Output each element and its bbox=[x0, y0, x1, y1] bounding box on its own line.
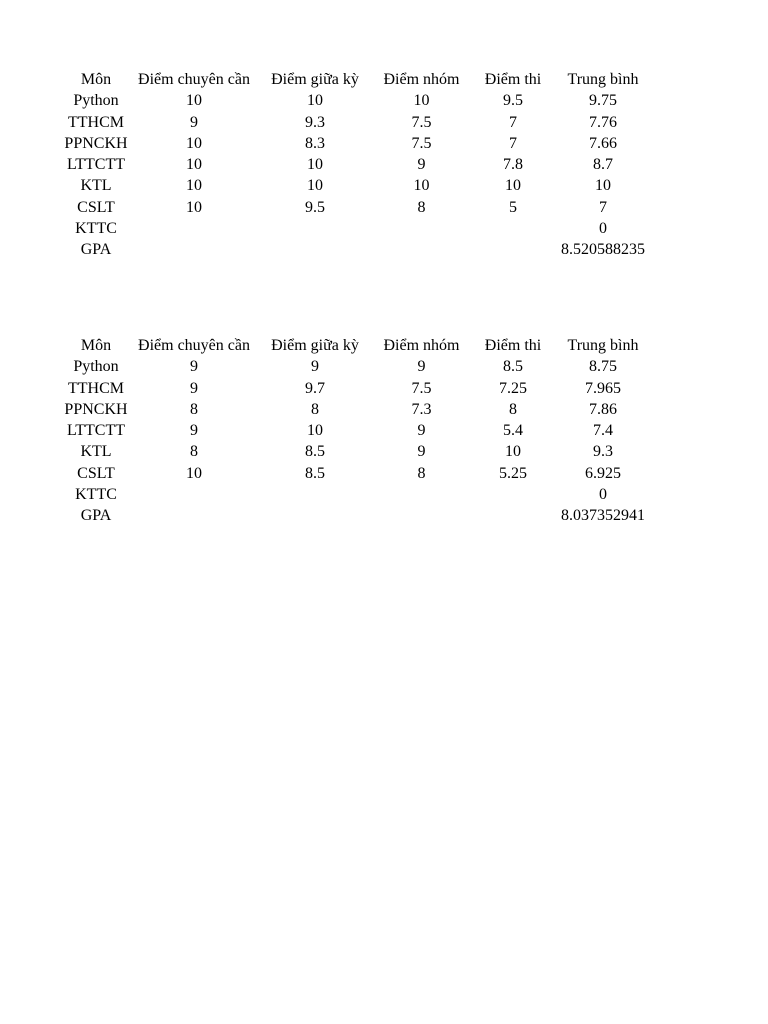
cell-exam-score: 7.8 bbox=[503, 156, 523, 174]
column-header-midterm-score: Điểm giữa kỳ bbox=[271, 71, 359, 88]
cell-group-score bbox=[378, 218, 465, 239]
cell-exam-score: 5.25 bbox=[499, 464, 527, 482]
cell-exam-score: 8 bbox=[509, 400, 517, 418]
cell-group-score bbox=[378, 239, 465, 260]
cell-exam-score: 5 bbox=[509, 198, 517, 216]
grade-table-2 bbox=[56, 335, 645, 527]
cell-subject: TTHCM bbox=[68, 113, 124, 131]
cell-attendance-score bbox=[136, 218, 252, 239]
cell-midterm-score: 10 bbox=[307, 422, 323, 440]
cell-average-score: 7.86 bbox=[589, 400, 617, 418]
cell-average-score: 8.75 bbox=[589, 358, 617, 376]
cell-average-score: 9.75 bbox=[589, 92, 617, 110]
cell-average-score: 8.7 bbox=[593, 156, 613, 174]
cell-attendance-score: 9 bbox=[190, 358, 198, 376]
cell-subject: Python bbox=[73, 358, 119, 376]
cell-average-score: 0 bbox=[599, 486, 607, 504]
grade-table-1 bbox=[56, 69, 645, 261]
cell-midterm-score: 10 bbox=[307, 156, 323, 174]
column-header-average-score: Trung bình bbox=[567, 71, 639, 88]
cell-subject: GPA bbox=[80, 507, 112, 525]
header-row bbox=[56, 335, 645, 356]
cell-exam-score: 10 bbox=[505, 443, 521, 461]
cell-midterm-score bbox=[252, 505, 378, 526]
cell-group-score: 7.3 bbox=[411, 400, 432, 418]
cell-exam-score: 10 bbox=[505, 177, 521, 195]
cell-subject: KTTC bbox=[75, 486, 117, 504]
cell-subject: LTTCTT bbox=[66, 156, 126, 174]
column-header-average-score: Trung bình bbox=[567, 337, 639, 354]
cell-group-score: 10 bbox=[413, 92, 430, 110]
table-row bbox=[56, 378, 645, 399]
cell-average-score: 8.520588235 bbox=[561, 241, 645, 259]
cell-group-score: 7.5 bbox=[411, 113, 432, 131]
cell-average-score: 7.4 bbox=[593, 422, 613, 440]
grade-table-body bbox=[56, 335, 645, 527]
cell-midterm-score: 9.5 bbox=[305, 198, 325, 216]
cell-attendance-score: 10 bbox=[186, 198, 202, 216]
cell-group-score: 7.5 bbox=[411, 379, 432, 397]
cell-average-score: 0 bbox=[599, 220, 607, 238]
cell-exam-score bbox=[465, 239, 561, 260]
column-header-group-score: Điểm nhóm bbox=[383, 337, 460, 354]
cell-subject: LTTCTT bbox=[66, 422, 126, 440]
cell-attendance-score: 10 bbox=[186, 92, 202, 110]
cell-exam-score bbox=[465, 218, 561, 239]
column-header-attendance-score: Điểm chuyên cần bbox=[138, 71, 250, 88]
column-header-exam-score: Điểm thi bbox=[484, 337, 542, 354]
cell-subject: PPNCKH bbox=[64, 400, 128, 418]
table-row bbox=[56, 90, 645, 111]
table-row bbox=[56, 218, 645, 239]
cell-exam-score: 8.5 bbox=[503, 358, 523, 376]
cell-midterm-score bbox=[252, 218, 378, 239]
cell-subject: GPA bbox=[80, 241, 112, 259]
table-row bbox=[56, 239, 645, 260]
cell-attendance-score bbox=[136, 505, 252, 526]
cell-exam-score: 5.4 bbox=[503, 422, 523, 440]
cell-group-score: 10 bbox=[413, 177, 430, 195]
column-header-attendance-score: Điểm chuyên cần bbox=[138, 337, 250, 354]
cell-average-score: 6.925 bbox=[585, 464, 621, 482]
cell-average-score: 8.037352941 bbox=[561, 507, 645, 525]
table-row bbox=[56, 420, 645, 441]
cell-exam-score: 7 bbox=[509, 113, 517, 131]
column-header-subject: Môn bbox=[80, 337, 112, 354]
cell-subject: Python bbox=[73, 92, 119, 110]
cell-average-score: 7.965 bbox=[585, 379, 621, 397]
cell-exam-score: 7.25 bbox=[499, 379, 527, 397]
cell-attendance-score: 9 bbox=[190, 422, 198, 440]
cell-group-score: 9 bbox=[417, 422, 426, 440]
cell-attendance-score: 9 bbox=[190, 113, 198, 131]
table-row bbox=[56, 356, 645, 377]
cell-average-score: 7 bbox=[599, 198, 607, 216]
cell-exam-score bbox=[465, 505, 561, 526]
cell-midterm-score: 8 bbox=[311, 400, 319, 418]
table-row bbox=[56, 484, 645, 505]
cell-attendance-score: 8 bbox=[190, 400, 198, 418]
cell-subject: CSLT bbox=[77, 464, 115, 482]
cell-midterm-score bbox=[252, 484, 378, 505]
cell-group-score: 8 bbox=[417, 464, 426, 482]
cell-subject: KTL bbox=[80, 443, 112, 461]
grade-table-body bbox=[56, 69, 645, 261]
cell-average-score: 10 bbox=[595, 177, 611, 195]
cell-attendance-score bbox=[136, 484, 252, 505]
table-row bbox=[56, 175, 645, 196]
cell-subject: KTTC bbox=[75, 220, 117, 238]
cell-midterm-score: 10 bbox=[307, 177, 323, 195]
column-header-exam-score: Điểm thi bbox=[484, 71, 542, 88]
cell-attendance-score: 8 bbox=[190, 443, 198, 461]
cell-average-score: 7.66 bbox=[589, 134, 617, 152]
cell-midterm-score: 10 bbox=[307, 92, 323, 110]
table-row bbox=[56, 505, 645, 526]
table-row bbox=[56, 441, 645, 462]
cell-subject: KTL bbox=[80, 177, 112, 195]
cell-midterm-score bbox=[252, 239, 378, 260]
table-row bbox=[56, 154, 645, 175]
column-header-group-score: Điểm nhóm bbox=[383, 71, 460, 88]
cell-midterm-score: 8.3 bbox=[305, 134, 325, 152]
cell-group-score: 9 bbox=[417, 156, 426, 174]
cell-group-score: 9 bbox=[417, 443, 426, 461]
cell-exam-score: 9.5 bbox=[503, 92, 523, 110]
cell-group-score: 7.5 bbox=[411, 134, 432, 152]
cell-exam-score: 7 bbox=[509, 134, 517, 152]
header-row bbox=[56, 69, 645, 90]
cell-subject: PPNCKH bbox=[64, 134, 128, 152]
cell-attendance-score: 10 bbox=[186, 177, 202, 195]
cell-attendance-score: 10 bbox=[186, 464, 202, 482]
cell-group-score bbox=[378, 484, 465, 505]
cell-subject: TTHCM bbox=[68, 379, 124, 397]
cell-midterm-score: 9 bbox=[311, 358, 319, 376]
cell-midterm-score: 9.7 bbox=[305, 379, 325, 397]
table-row bbox=[56, 399, 645, 420]
cell-midterm-score: 8.5 bbox=[305, 443, 325, 461]
cell-average-score: 7.76 bbox=[589, 113, 617, 131]
column-header-subject: Môn bbox=[80, 71, 112, 88]
table-row bbox=[56, 133, 645, 154]
table-row bbox=[56, 112, 645, 133]
cell-attendance-score: 10 bbox=[186, 156, 202, 174]
cell-midterm-score: 8.5 bbox=[305, 464, 325, 482]
table-row bbox=[56, 197, 645, 218]
column-header-midterm-score: Điểm giữa kỳ bbox=[271, 337, 359, 354]
cell-exam-score bbox=[465, 484, 561, 505]
table-row bbox=[56, 463, 645, 484]
cell-midterm-score: 9.3 bbox=[305, 113, 325, 131]
cell-group-score: 8 bbox=[417, 198, 426, 216]
cell-subject: CSLT bbox=[77, 198, 115, 216]
cell-attendance-score: 10 bbox=[186, 134, 202, 152]
cell-group-score bbox=[378, 505, 465, 526]
cell-attendance-score: 9 bbox=[190, 379, 198, 397]
cell-attendance-score bbox=[136, 239, 252, 260]
cell-group-score: 9 bbox=[417, 358, 426, 376]
cell-average-score: 9.3 bbox=[593, 443, 613, 461]
